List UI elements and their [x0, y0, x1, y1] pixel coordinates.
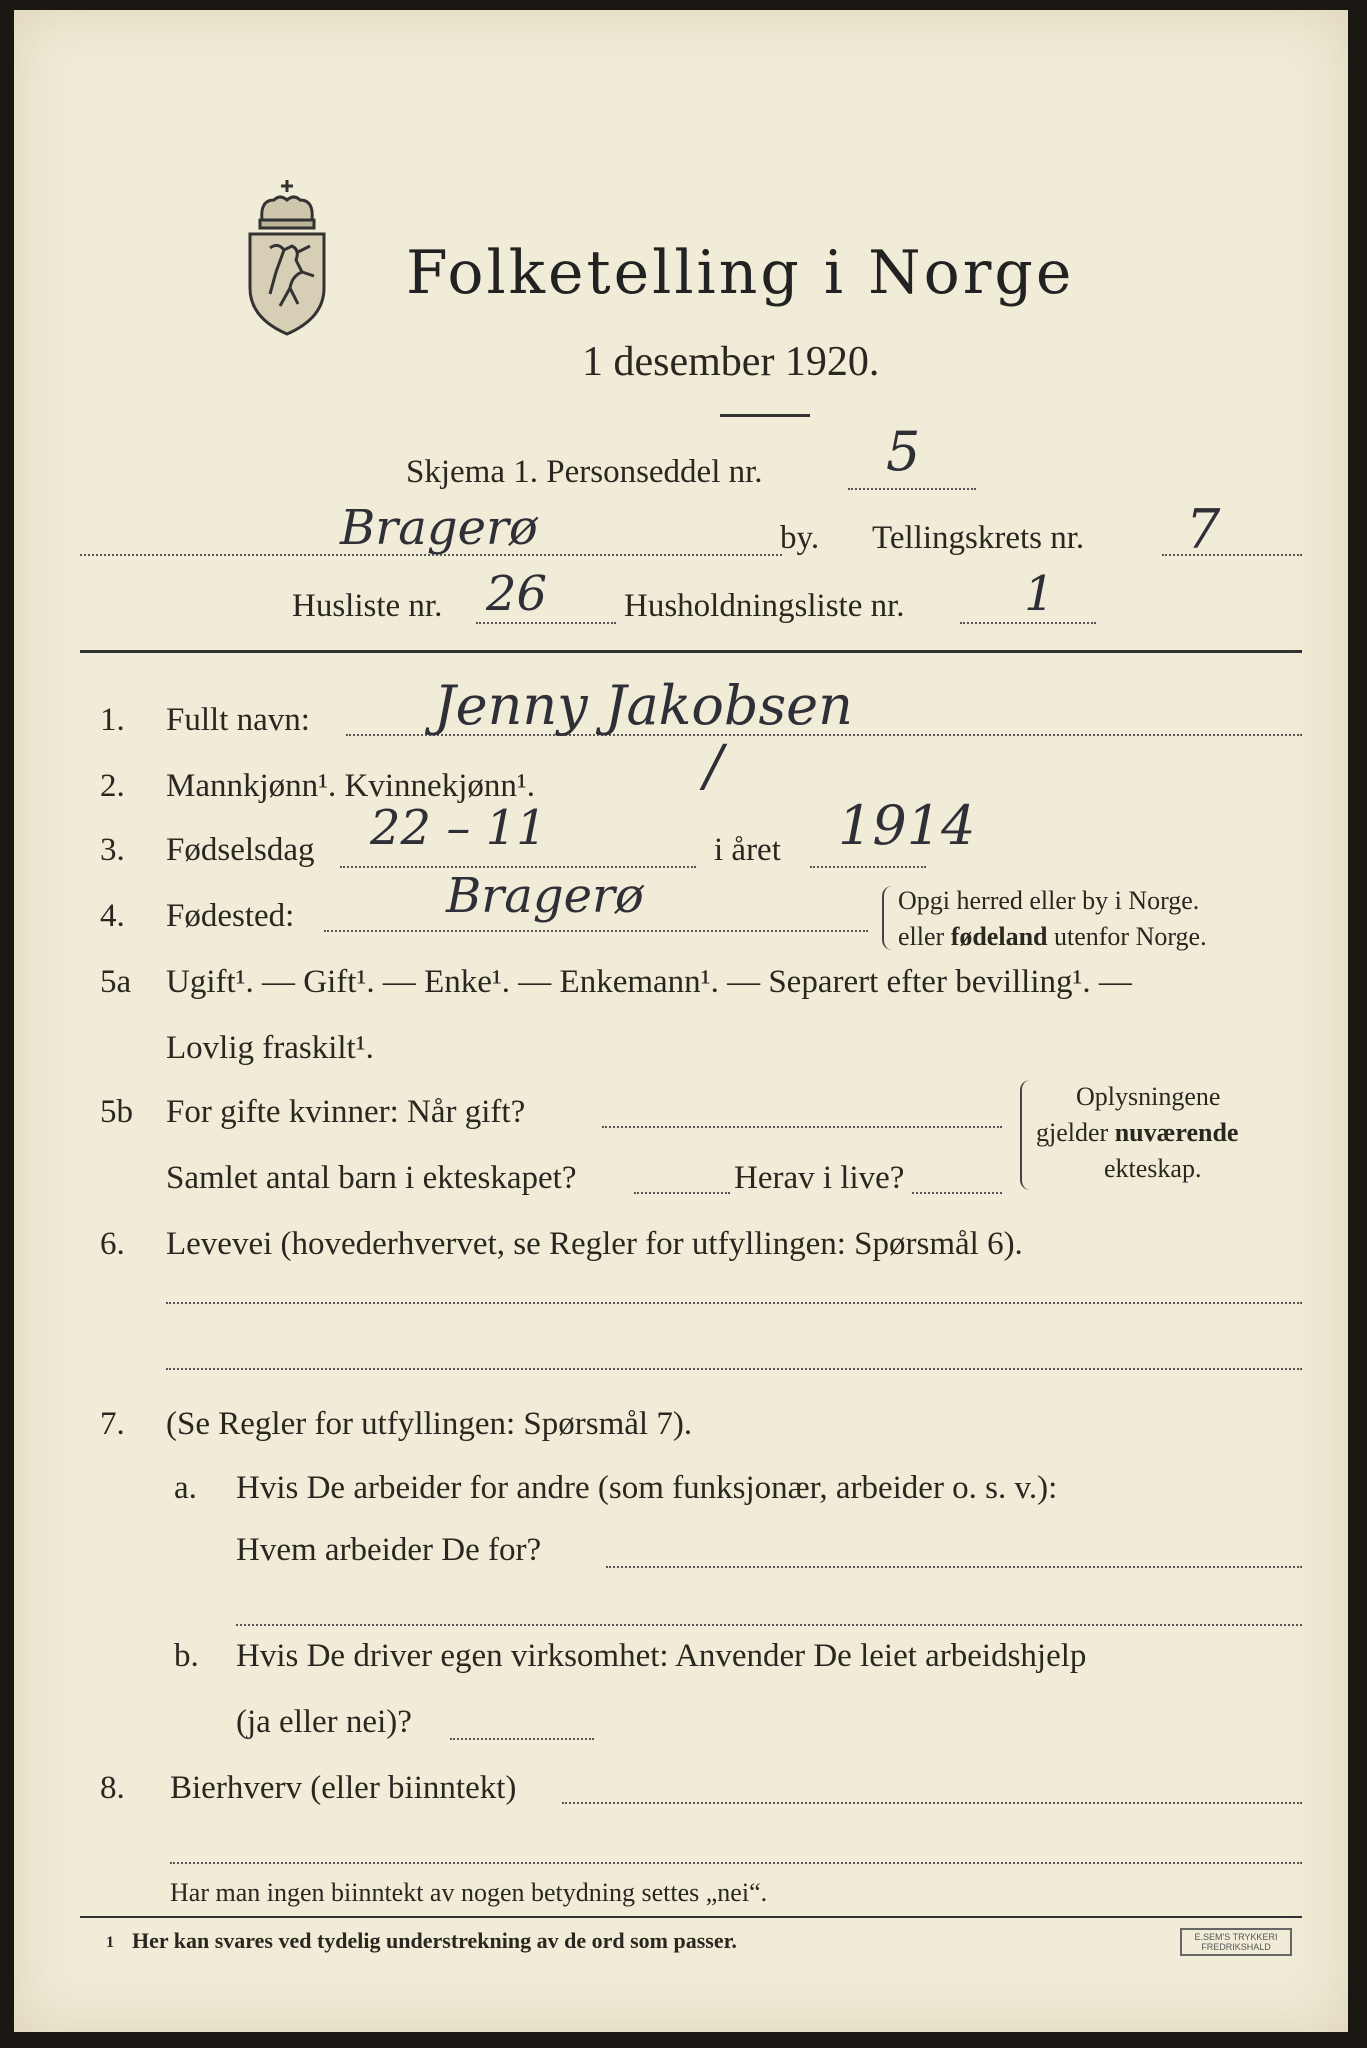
- personseddel-nr-value[interactable]: 5: [886, 420, 921, 483]
- q4-note-text-bold: fødeland: [950, 922, 1048, 951]
- tellingskrets-label: Tellingskrets nr.: [872, 520, 1085, 556]
- q1-number: 1.: [100, 702, 125, 738]
- footnote-mark: 1: [106, 1934, 114, 1951]
- q4-note-text-a: eller: [898, 922, 951, 951]
- q4-note-brace: [882, 886, 894, 950]
- census-form-page: [14, 10, 1348, 2032]
- q3-year-label: i året: [714, 832, 781, 868]
- q6-line1: [166, 1302, 1302, 1304]
- tellingskrets-nr-value[interactable]: 7: [1186, 498, 1221, 561]
- q5b-note-line3: ekteskap.: [1104, 1154, 1202, 1183]
- footer-divider: [80, 1916, 1302, 1918]
- q4-note-line1: Opgi herred eller by i Norge.: [898, 886, 1200, 915]
- husholdningsliste-label: Husholdningsliste nr.: [624, 588, 905, 624]
- by-label: by.: [780, 520, 820, 556]
- husliste-label: Husliste nr.: [292, 588, 443, 624]
- q5b-children-line: [634, 1192, 730, 1194]
- q7b-letter: b.: [174, 1638, 199, 1674]
- q7a-employer-line2: [236, 1624, 1302, 1626]
- q5b-note-text-bold: nuværende: [1114, 1118, 1239, 1147]
- q2-label: Mannkjønn¹. Kvinnekjønn¹.: [166, 768, 536, 804]
- q4-number: 4.: [100, 898, 125, 934]
- q6-line2: [166, 1368, 1302, 1370]
- q5a-line1: Ugift¹. — Gift¹. — Enke¹. — Enkemann¹. — Separert efter bevilling¹. —: [166, 964, 1132, 1000]
- q8-line2: [170, 1862, 1302, 1864]
- q5b-married-line: [602, 1126, 1002, 1128]
- q3-number: 3.: [100, 832, 125, 868]
- q5b-note-text-a: gjelder: [1036, 1118, 1115, 1147]
- q5b-note-line1: Oplysningene: [1076, 1082, 1221, 1111]
- q4-birthplace-value[interactable]: Bragerø: [446, 868, 644, 924]
- printer-stamp: [1180, 1928, 1292, 1956]
- q2-gender-mark[interactable]: /: [704, 734, 723, 799]
- q2-number: 2.: [100, 768, 125, 804]
- q5b-note-brace: [1020, 1080, 1032, 1190]
- q4-label: Fødested:: [166, 898, 295, 934]
- q7-number: 7.: [100, 1406, 125, 1442]
- q5b-label2: Samlet antal barn i ekteskapet?: [166, 1160, 577, 1196]
- q8-line1: [562, 1802, 1302, 1804]
- footnote-text: Her kan svares ved tydelig understrekning av de ord som passer.: [132, 1928, 737, 1953]
- q5b-label1: For gifte kvinner: Når gift?: [166, 1094, 526, 1130]
- place-value[interactable]: Bragerø: [340, 500, 538, 556]
- skjema-label: Skjema 1. Personseddel nr.: [406, 454, 763, 490]
- tellingskrets-line: [1162, 554, 1302, 556]
- husliste-nr-value[interactable]: 26: [486, 566, 548, 622]
- q5b-label3: Herav i live?: [734, 1160, 905, 1196]
- q5b-number: 5b: [100, 1094, 133, 1130]
- personseddel-line: [848, 488, 976, 490]
- q7b-line1: Hvis De driver egen virksomhet: Anvender De leiet arbeidshjelp: [236, 1638, 1087, 1674]
- q5b-note-line2: [1036, 1118, 1238, 1148]
- q1-full-name-value[interactable]: Jenny Jakobsen: [434, 674, 853, 737]
- title-divider: [720, 414, 810, 417]
- q5a-line2: Lovlig fraskilt¹.: [166, 1030, 374, 1066]
- q1-label: Fullt navn:: [166, 702, 310, 738]
- norway-coat-of-arms-icon: [240, 176, 334, 338]
- q3-birth-year-value[interactable]: 1914: [838, 794, 976, 857]
- q8-number: 8.: [100, 1770, 125, 1806]
- form-title: Folketelling i Norge: [406, 238, 1075, 308]
- q7-label: (Se Regler for utfyllingen: Spørsmål 7).: [166, 1406, 693, 1442]
- q7b-line: [450, 1738, 594, 1740]
- q7a-line2: Hvem arbeider De for?: [236, 1532, 542, 1568]
- q4-note-text-c: utenfor Norge.: [1047, 922, 1207, 951]
- census-date: 1 desember 1920.: [582, 339, 880, 385]
- husliste-line: [476, 622, 616, 624]
- header-divider: [80, 650, 1302, 653]
- q7a-line1: Hvis De arbeider for andre (som funksjonær, arbeider o. s. v.):: [236, 1470, 1058, 1506]
- q3-year-line: [810, 866, 926, 868]
- q7a-letter: a.: [174, 1470, 197, 1506]
- printer-stamp-line1: E.SEM'S TRYKKERI: [1194, 1932, 1278, 1942]
- q7b-line2: (ja eller nei)?: [236, 1704, 412, 1740]
- q5a-number: 5a: [100, 964, 132, 1000]
- q5b-alive-line: [912, 1192, 1002, 1194]
- printer-stamp-line2: FREDRIKSHALD: [1201, 1942, 1271, 1952]
- q3-birthdate-value[interactable]: 22 – 11: [370, 800, 547, 856]
- q4-note-line2: [898, 922, 1207, 952]
- note-nei: Har man ingen biinntekt av nogen betydning settes „nei“.: [170, 1878, 768, 1907]
- q8-label: Bierhverv (eller biinntekt): [170, 1770, 517, 1806]
- q6-label: Levevei (hovederhvervet, se Regler for utfyllingen: Spørsmål 6).: [166, 1226, 1023, 1262]
- q4-line: [324, 930, 868, 932]
- q7a-employer-line: [606, 1566, 1302, 1568]
- q6-number: 6.: [100, 1226, 125, 1262]
- husholdningsliste-line: [960, 622, 1096, 624]
- husholdningsliste-nr-value[interactable]: 1: [1024, 566, 1055, 622]
- q3-label: Fødselsdag: [166, 832, 315, 868]
